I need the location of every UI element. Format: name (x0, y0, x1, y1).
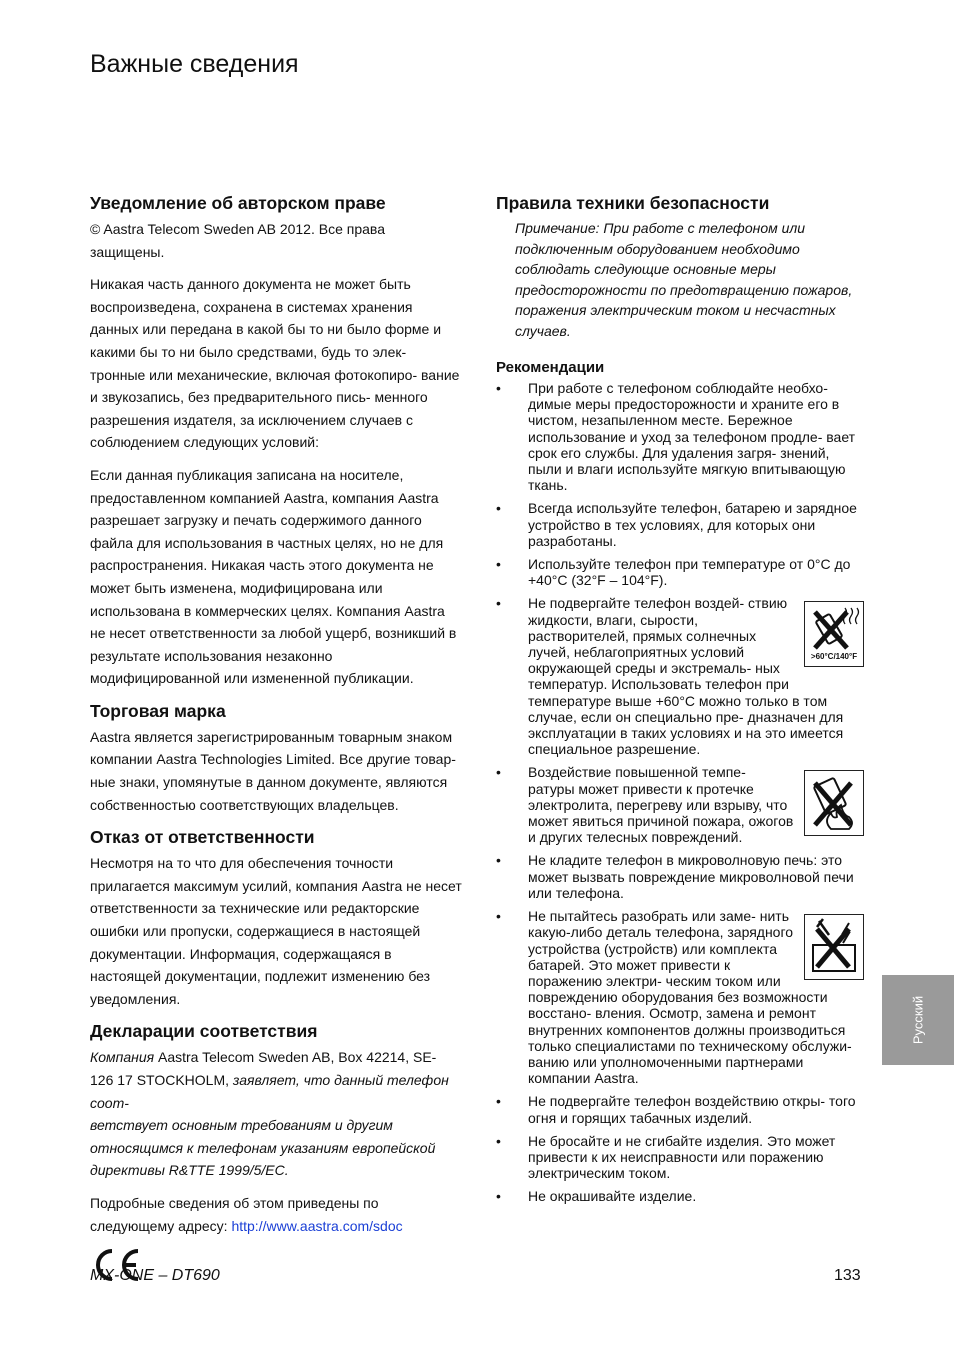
list-item (496, 595, 866, 757)
list-item: • Используйте телефон при температуре от 0°C до +40°C (32°F – 104°F). (496, 556, 866, 588)
disclaimer-heading: Отказ от ответственности (90, 827, 315, 848)
no-fire-icon (804, 770, 864, 836)
declaration-text (90, 1046, 462, 1114)
company-address: Aastra Telecom Sweden AB, Box 42214, SE- 126 17 STOCKHOLM, (90, 1049, 437, 1088)
list-item: • Всегда используйте телефон, батарею и зарядное устройство в тех условиях, для которых они разработаны. (496, 500, 866, 549)
trademark-heading: Торговая марка (90, 700, 226, 721)
copyright-paragraph-1: Никакая часть данного документа не может быть воспроизведена, сохранена в системах хранения данных или передана в какой бы то ни было форме и какими бы то ни было средствами, будь то элек- тронные или механические, включая фотокопиро- вание и звукозапись, без предварительного пись- менного разрешения издателя, за исключением случаев с соблюдением следующих условий: (90, 276, 460, 451)
declaration-italic-1: заявляет, что данный телефон соот- (90, 1072, 449, 1111)
language-label: Русский (910, 995, 926, 1045)
page-title: Важные сведения (90, 50, 299, 78)
list-item: • Не кладите телефон в микроволновую печь: это может вызвать повреждение микроволновой печи или телефона. (496, 852, 866, 901)
list-item: • Не окрашивайте изделие. (496, 1188, 866, 1204)
more-info-text: Подробные сведения об этом приведены по следующему адресу: (90, 1194, 379, 1234)
left-column (90, 192, 462, 1288)
list-item-text: Не подвергайте телефон воздей- ствию жидкости, влаги, сырости, растворителей, прямых солнечных лучей, неблагоприятных условий окружающей среды и экстремаль- ных температур. Использовать телефон при температуре выше +60°C можно только в том случае, если он специально пре- дназначен для эксплуатации в таких условиях и на это имеется специальное разрешение. (528, 595, 844, 758)
list-item: • При работе с телефоном соблюдайте необхо- димые меры предосторожности и храните его в чистом, незапыленном месте. Бережное использование и уход за телефоном продле- вает срок его службы. Для удаления загря- знений, пыли и влаги используйте мягкую впитывающую ткань. (496, 380, 866, 493)
trademark-text: Aastra является зарегистрированным товарным знаком компании Aastra Technologies Limited. Все другие товар- ные знаки, упомянутые в данном документе, являются собственностью соответствующих владельцев. (90, 728, 456, 813)
temperature-label: • >60°C/140°F (810, 652, 858, 662)
copyright-heading: Уведомление об авторском праве (90, 193, 386, 213)
declaration-heading: Декларации соответствия (90, 1021, 318, 1042)
disclaimer-text: Несмотря на то что для обеспечения точности прилагается максимум усилий, компания Aastra не несет ответственности за технические или редакторские ошибки или пропуски, содержащиеся в настоящей документации. Информация, содержащаяся в настоящей документации, подлежит изменению без уведомления. (90, 855, 462, 1007)
safety-note: Примечание: При работе с телефоном или подключенным оборудованием необходимо соблюдать следующие основные меры предосторожности по предотвращению пожаров, поражения электрическим током и несчастных случаев. (515, 220, 853, 339)
list-item (496, 908, 866, 1086)
copyright-paragraph-2: Если данная публикация записана на носителе, предоставленном компанией Aastra, компания Aastra разрешает загрузку и печать содержимого данного файла для использования в частных целях, но не для распространения. Никакая часть этого документа не может быть изменена, модифицирована или использована в коммерческих целях. Компания Aastra не несет ответственности за любой ущерб, возникший в результате использования незаконно модифицированной или измененной публикации. (90, 466, 457, 687)
list-item: • Не подвергайте телефон воздействию откры- того огня и горящих табачных изделий. (496, 1093, 866, 1125)
safety-heading: Правила техники безопасности (496, 193, 770, 213)
recommendations-heading: Рекомендации (496, 359, 605, 376)
copyright-line: © Aastra Telecom Sweden AB 2012. Все права защищены. (90, 221, 385, 260)
list-item (496, 764, 866, 845)
right-column (496, 192, 866, 1212)
page-number: 133 (834, 1267, 861, 1284)
recommendations-list (496, 380, 866, 1205)
declaration-italic-2 (90, 1114, 462, 1182)
declaration-italic-2-text: ветствует основным требованиям и другим относящимся к телефонам указаниям европейской директивы R&TTE 1999/5/EC. (90, 1117, 436, 1179)
no-disassembly-icon (804, 914, 864, 980)
company-word: Компания (90, 1049, 155, 1066)
declaration-more (90, 1192, 462, 1237)
footer-model: MX-ONE – DT690 (90, 1267, 220, 1284)
list-item: • Не бросайте и не сгибайте изделия. Это может привести к их неисправности или поражению электрическим током. (496, 1133, 866, 1182)
language-side-tab (882, 975, 954, 1065)
list-item-text: Не пытайтесь разобрать или заме- нить какую-либо деталь телефона, зарядного устройства (устройств) или комплекта батарей. Это может привести к поражению электри- ческим током или повреждению оборудования без возможности восстано- вления. Осмотр, замена и ремонт внутренних компонентов должны производиться только специалистами по техническому обслужи- ванию или уполномоченными партнерами компании Aastra. (528, 908, 852, 1087)
list-item-text: Воздействие повышенной темпе- ратуры может привести к протечке электролита, перегреву или взрыву, что может явиться причиной пожара, ожогов и других телесных повреждений. (528, 764, 794, 846)
sdoc-link[interactable]: http://www.aastra.com/sdoc (231, 1217, 403, 1234)
no-liquid-heat-icon (804, 601, 864, 667)
